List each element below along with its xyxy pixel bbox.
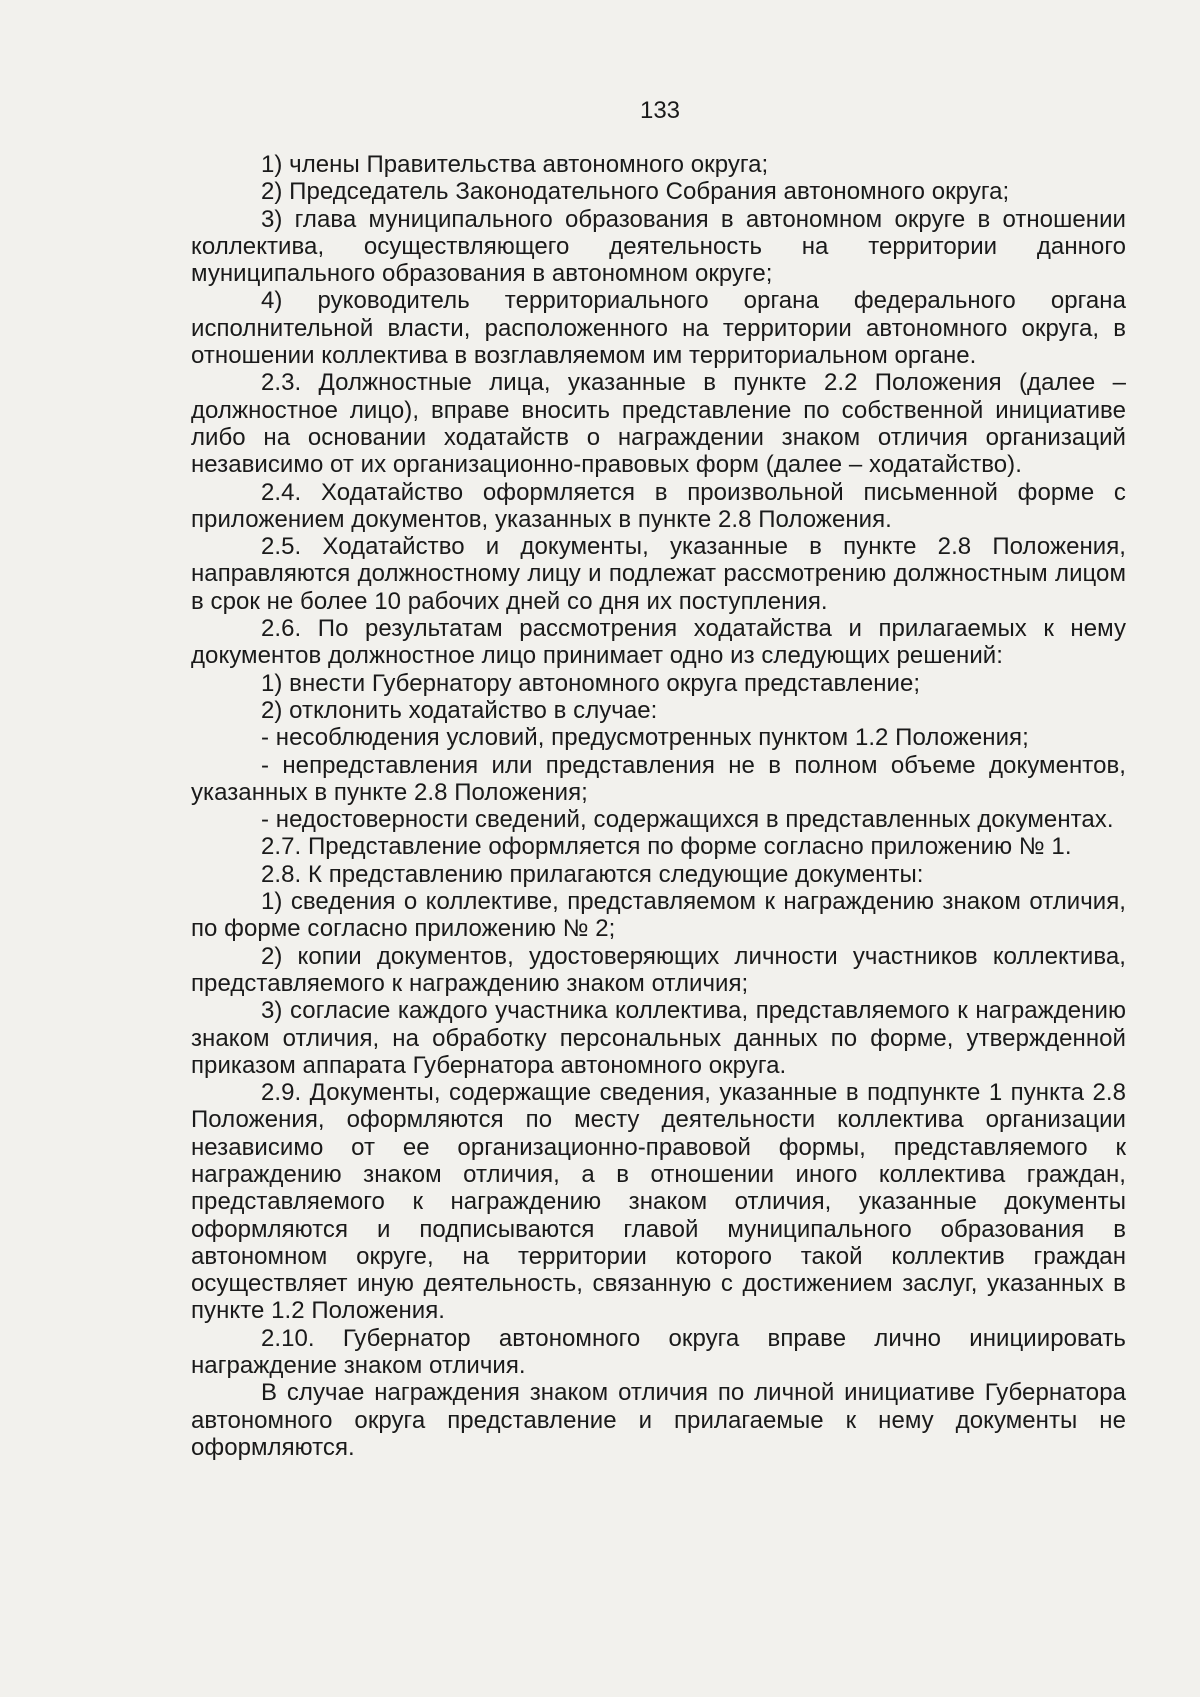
page-number: 133 [639, 97, 681, 124]
paragraph-2-10: 2.10. Губернатор автономного округа вправе лично инициировать награждение знаком отличия. [191, 1324, 1126, 1380]
paragraph-governor-initiative: В случае награждения знаком отличия по личной инициативе Губернатора автономного округа представление и прилагаемые к нему документы не оформляются. [191, 1379, 1126, 1461]
paragraph-reason-2: - непредставления или представления не в полном объеме документов, указанных в пункте 2.8 Положения; [191, 751, 1126, 806]
paragraph-reason-3: - недостоверности сведений, содержащихся в представленных документах. [261, 806, 1114, 834]
paragraph-2-8: 2.8. К представлению прилагаются следующие документы: [261, 860, 924, 888]
paragraph-1: 1) члены Правительства автономного округа; [261, 151, 769, 178]
paragraph-2-9: 2.9. Документы, содержащие сведения, указанные в подпункте 1 пункта 2.8 Положения, оформляются по месту деятельности коллектива организации независимо от ее организационно-правовой формы, представляемого к награждению знаком отличия, а в отношении иного коллектива граждан, представляемого к награждению знаком отличия, указанные документы оформляются и подписываются главой муниципального образования в автономном округе, на территории которого такой коллектив граждан осуществляет иную деятельность, связанную с достижением заслуг, указанных в пункте 1.2 Положения. [191, 1079, 1126, 1325]
paragraph-document-1: 1) сведения о коллективе, представляемом к награждению знаком отличия, по форме согласно приложению № 2; [191, 888, 1126, 943]
paragraph-decision-2: 2) отклонить ходатайство в случае: [261, 696, 658, 724]
paragraph-2: 2) Председатель Законодательного Собрания автономного округа; [261, 178, 1010, 206]
paragraph-2-5: 2.5. Ходатайство и документы, указанные в пункте 2.8 Положения, направляются должностному лицу и подлежат рассмотрению должностным лицом в срок не более 10 рабочих дней со дня их поступления. [191, 533, 1126, 615]
paragraph-2-6: 2.6. По результатам рассмотрения ходатайства и прилагаемых к нему документов должностное лицо принимает одно из следующих решений: [191, 615, 1126, 670]
paragraph-decision-1: 1) внести Губернатору автономного округа представление; [261, 669, 921, 697]
document-body [191, 151, 1126, 1461]
paragraph-3: 3) глава муниципального образования в автономном округе в отношении коллектива, осуществляющего деятельность на территории данного муниципального образования в автономном округе; [191, 205, 1126, 288]
paragraph-2-4: 2.4. Ходатайство оформляется в произвольной письменной форме с приложением документов, указанных в пункте 2.8 Положения. [191, 478, 1126, 533]
paragraph-2-7: 2.7. Представление оформляется по форме согласно приложению № 1. [261, 833, 1072, 861]
paragraph-2-3: 2.3. Должностные лица, указанные в пункте 2.2 Положения (далее – должностное лицо), вправе вносить представление по собственной инициативе либо на основании ходатайств о награждении знаком отличия организаций независимо от их организационно-правовых форм (далее – ходатайство). [191, 369, 1126, 479]
paragraph-document-3: 3) согласие каждого участника коллектива, представляемого к награждению знаком отличия, на обработку персональных данных по форме, утвержденной приказом аппарата Губернатора автономного округа. [191, 997, 1126, 1079]
paragraph-document-2: 2) копии документов, удостоверяющих личности участников коллектива, представляемого к награждению знаком отличия; [191, 942, 1126, 997]
paragraph-reason-1: - несоблюдения условий, предусмотренных пунктом 1.2 Положения; [261, 724, 1029, 752]
paragraph-4: 4) руководитель территориального органа федерального органа исполнительной власти, расположенного на территории автономного округа, в отношении коллектива в возглавляемом им территориальном органе. [191, 287, 1126, 370]
